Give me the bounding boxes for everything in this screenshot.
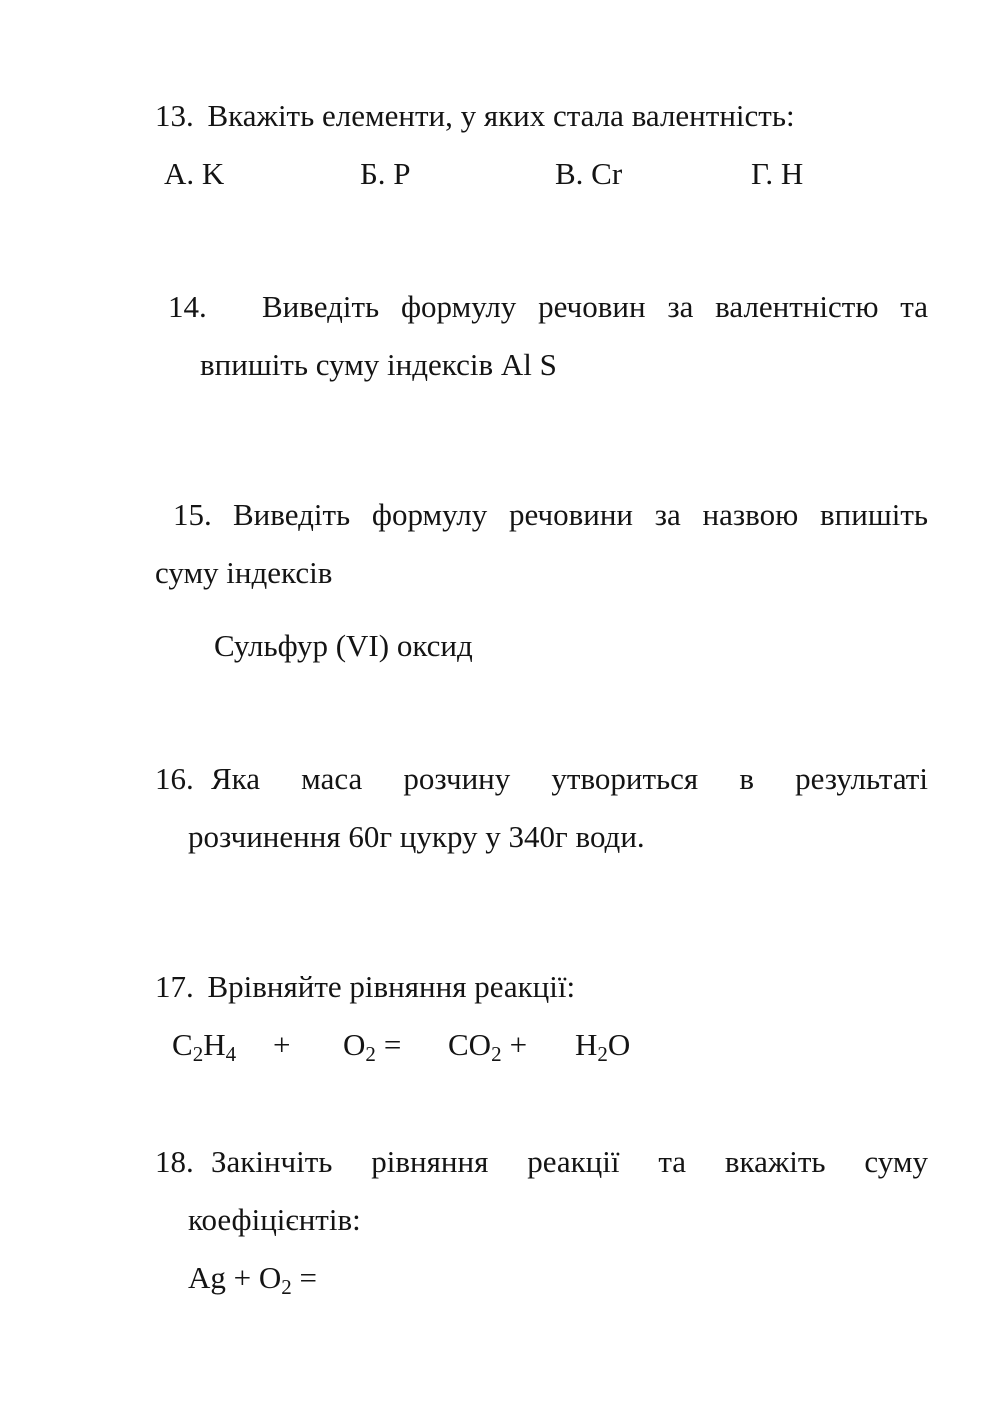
q14-text: Виведіть формулу речовин за валентністю та [262,289,928,324]
q18-word: рівняння [371,1144,489,1179]
q16-word: утвориться [551,761,699,796]
q18-word: вкажіть [724,1144,826,1179]
q17-reactant-1: $C_2H_4$ [172,1027,237,1066]
q18-word: суму [864,1144,928,1179]
q16-line2: розчинення 60г цукру у 340г води. [188,819,645,854]
q15-line2: суму індексів [155,555,333,590]
q17-text: Врівняйте рівняння реакції: [207,969,576,1004]
q13-option-d: Г. H [751,156,804,191]
q18-number: 18. [155,1144,194,1179]
q16-word: Яка [211,761,261,796]
q16-word: маса [301,761,363,796]
q16-word: в [739,761,754,796]
q13-line [155,98,795,134]
q16-number: 16. [155,761,194,796]
q13-text: Вкажіть елементи, у яких стала валентність: [207,98,795,133]
q17-line [155,969,575,1005]
q16-word: розчину [403,761,511,796]
q18-equation: $Ag + O_2$ = [188,1260,317,1299]
q14-line2: впишіть суму індексів Al S [200,347,557,382]
q13-option-c: В. Cr [555,156,623,191]
q17-plus-1: + [273,1027,291,1062]
q17-product-1: $CO_2$ + [448,1027,528,1066]
q18-word: реакції [527,1144,620,1179]
q15-text: Виведіть формулу речовини за назвою впишіть [233,497,928,532]
q18-word: Закінчіть [211,1144,333,1179]
q18-text [211,1144,928,1180]
q15-substance: Сульфур (VI) оксид [214,628,473,663]
q13-option-a: А. K [164,156,225,191]
q15-number: 15. [173,497,212,532]
q17-product-2: $H_2O$ [575,1027,631,1066]
q18-word: та [658,1144,686,1179]
q14-number: 14. [168,289,207,324]
q13-option-b: Б. P [360,156,411,191]
q17-reactant-2: $O_2$ = [343,1027,402,1066]
q18-line2: коефіцієнтів: [188,1202,361,1237]
q13-number: 13. [155,98,194,133]
q17-number: 17. [155,969,194,1004]
q16-text [211,761,928,797]
q16-word: результаті [795,761,928,796]
